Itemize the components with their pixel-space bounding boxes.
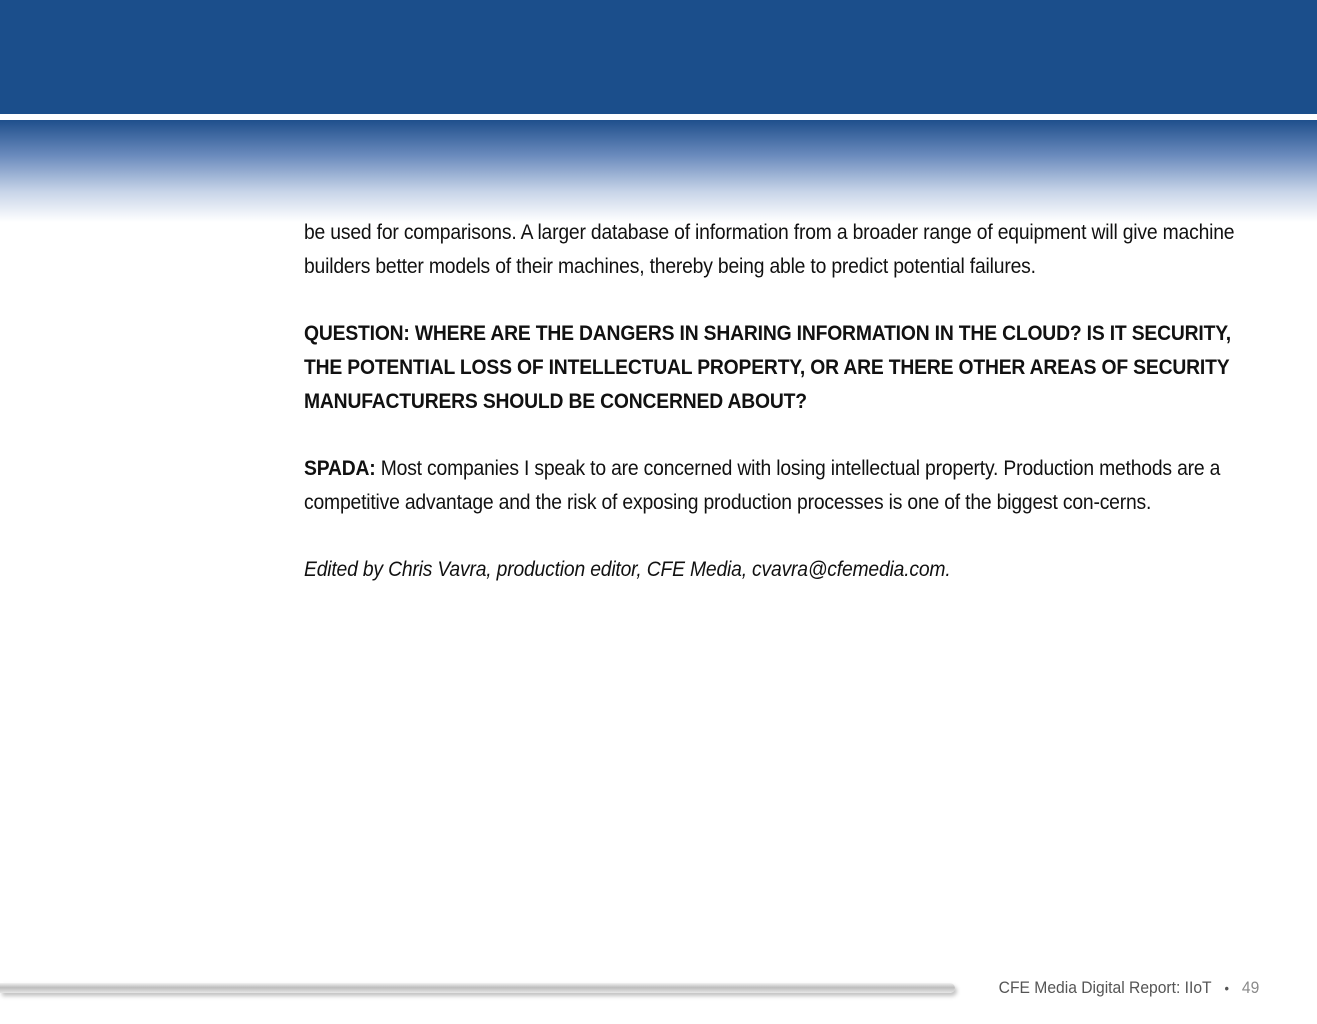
paragraph-continuation: be used for comparisons. A larger database of information from a broader range of equipment will give machine builders better models of their machines, thereby being able to predict potential failures. [304, 221, 1235, 278]
header-band [0, 0, 1317, 114]
page-number: 49 [1241, 978, 1259, 997]
editor-credit: Edited by Chris Vavra, production editor, CFE Media, cvavra@cfemedia.com. [304, 558, 951, 581]
interview-question: QUESTION: WHERE ARE THE DANGERS IN SHARING INFORMATION IN THE CLOUD? IS IT SECURITY, THE POTENTIAL LOSS OF INTELLECTUAL PROPERTY, OR ARE THERE OTHER AREAS OF SECURITY MANUFACTURERS SHOULD BE CONCERNED ABOUT? [304, 322, 1231, 413]
answer-text: Most companies I speak to are concerned with losing intellectual property. Production methods are a competitive advantage and the risk of exposing production processes is one of the biggest con-cerns. [304, 457, 1221, 514]
answer-speaker: SPADA: [304, 457, 376, 480]
header-gradient [0, 120, 1317, 222]
interview-answer [304, 452, 1244, 520]
footer-separator: • [1224, 980, 1229, 996]
article-body [304, 216, 1244, 620]
footer-bar [0, 983, 955, 993]
page-footer [998, 978, 1259, 998]
footer-publication: CFE Media Digital Report: IIoT [998, 978, 1212, 997]
